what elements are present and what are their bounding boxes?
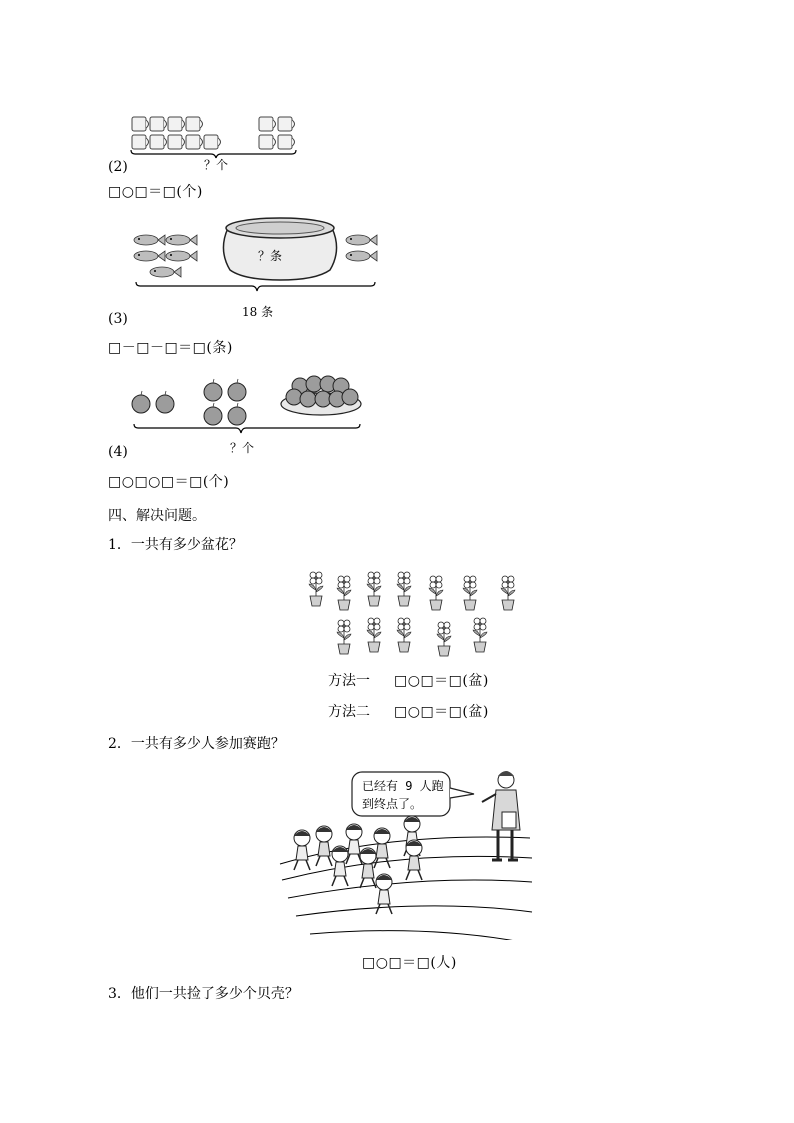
problem-3-equation: □－□－□＝□(条)	[108, 340, 233, 356]
speech-bubble-line-2: 到终点了。	[362, 797, 423, 811]
teacher-icon	[482, 771, 520, 860]
apples-count-label: ？个	[230, 441, 255, 455]
method-2-equation: □○□＝□(盆)	[394, 704, 489, 720]
question-3-title: 3．他们一共捡了多少个贝壳？	[108, 986, 299, 1002]
problem-3-label: (3)	[108, 311, 128, 327]
brace	[136, 282, 375, 291]
cup-icon	[132, 117, 295, 149]
fish-bowl-illustration	[128, 212, 383, 300]
cups-illustration	[128, 112, 303, 160]
brace	[134, 424, 360, 433]
problem-2-label: (2)	[108, 159, 128, 175]
problem-2-equation: □○□＝□(个)	[108, 184, 203, 200]
fish-total-label: 18 条	[242, 305, 274, 319]
question-2-title: 2．一共有多少人参加赛跑？	[108, 736, 285, 752]
problem-4-equation: □○□○□＝□(个)	[108, 474, 230, 490]
flowers-illustration	[302, 566, 527, 658]
method-1-equation: □○□＝□(盆)	[394, 673, 489, 689]
cups-count-label: ？个	[204, 158, 229, 172]
fish-icon	[346, 235, 377, 261]
apple-icon	[132, 379, 246, 425]
question-1-title: 1．一共有多少盆花？	[108, 537, 243, 553]
question-2-equation: □○□＝□(人)	[362, 955, 457, 971]
fish-icon	[134, 235, 197, 277]
apples-illustration	[128, 372, 368, 440]
speech-bubble-line-1: 已经有 9 人跑	[362, 779, 444, 793]
problem-4-label: (4)	[108, 444, 128, 460]
section-title: 四、解决问题。	[108, 508, 206, 524]
method-2-label: 方法二	[328, 704, 370, 720]
method-1-label: 方法一	[328, 673, 370, 689]
plate-icon	[281, 376, 361, 415]
bowl-label: ？条	[258, 249, 283, 263]
flower-pot-icon	[309, 572, 515, 656]
